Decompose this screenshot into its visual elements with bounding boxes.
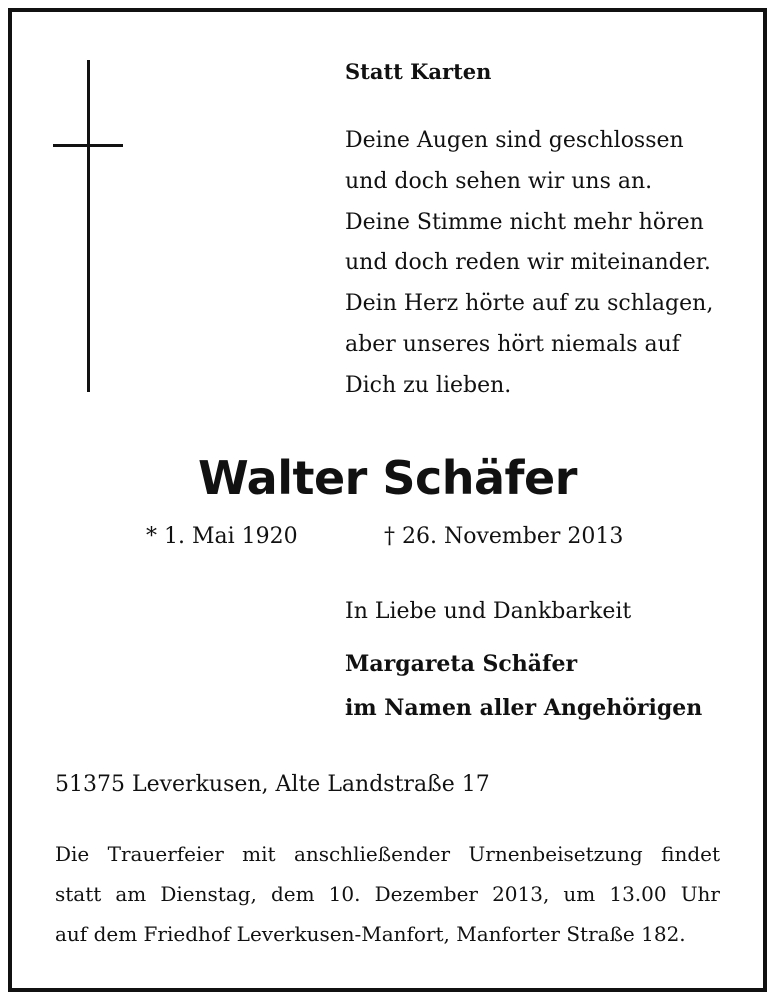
poem-line: und doch sehen wir uns an. xyxy=(345,168,653,194)
service-line: Die Trauerfeier mit anschließender Urnenbeisetzung findet xyxy=(55,842,720,866)
poem xyxy=(345,121,713,407)
address: 51375 Leverkusen, Alte Landstraße 17 xyxy=(55,772,490,797)
poem-line: Deine Augen sind geschlossen xyxy=(345,128,684,153)
notice-heading: Statt Karten xyxy=(345,59,492,84)
death-date: † 26. November 2013 xyxy=(384,524,624,549)
cross-horizontal-bar xyxy=(53,144,123,147)
poem-line: Deine Stimme nicht mehr hören xyxy=(345,209,704,235)
poem-line: und doch reden wir miteinander. xyxy=(345,250,711,276)
deceased-name: Walter Schäfer xyxy=(198,451,577,505)
service-details xyxy=(55,834,720,954)
poem-line: Dein Herz hörte auf zu schlagen, xyxy=(345,291,714,317)
service-line: auf dem Friedhof Leverkusen-Manfort, Manforter Straße 182. xyxy=(55,922,686,946)
poem-line: Dich zu lieben. xyxy=(345,372,512,398)
poem-line: aber unseres hört niemals auf xyxy=(345,331,680,357)
signer-subtitle: im Namen aller Angehörigen xyxy=(345,695,703,721)
cross-vertical-bar xyxy=(87,60,90,392)
service-line: statt am Dienstag, dem 10. Dezember 2013, um 13.00 Uhr xyxy=(55,882,720,906)
dedication: In Liebe und Dankbarkeit xyxy=(345,599,632,624)
birth-date: * 1. Mai 1920 xyxy=(146,524,298,549)
signer-name: Margareta Schäfer xyxy=(345,651,578,677)
